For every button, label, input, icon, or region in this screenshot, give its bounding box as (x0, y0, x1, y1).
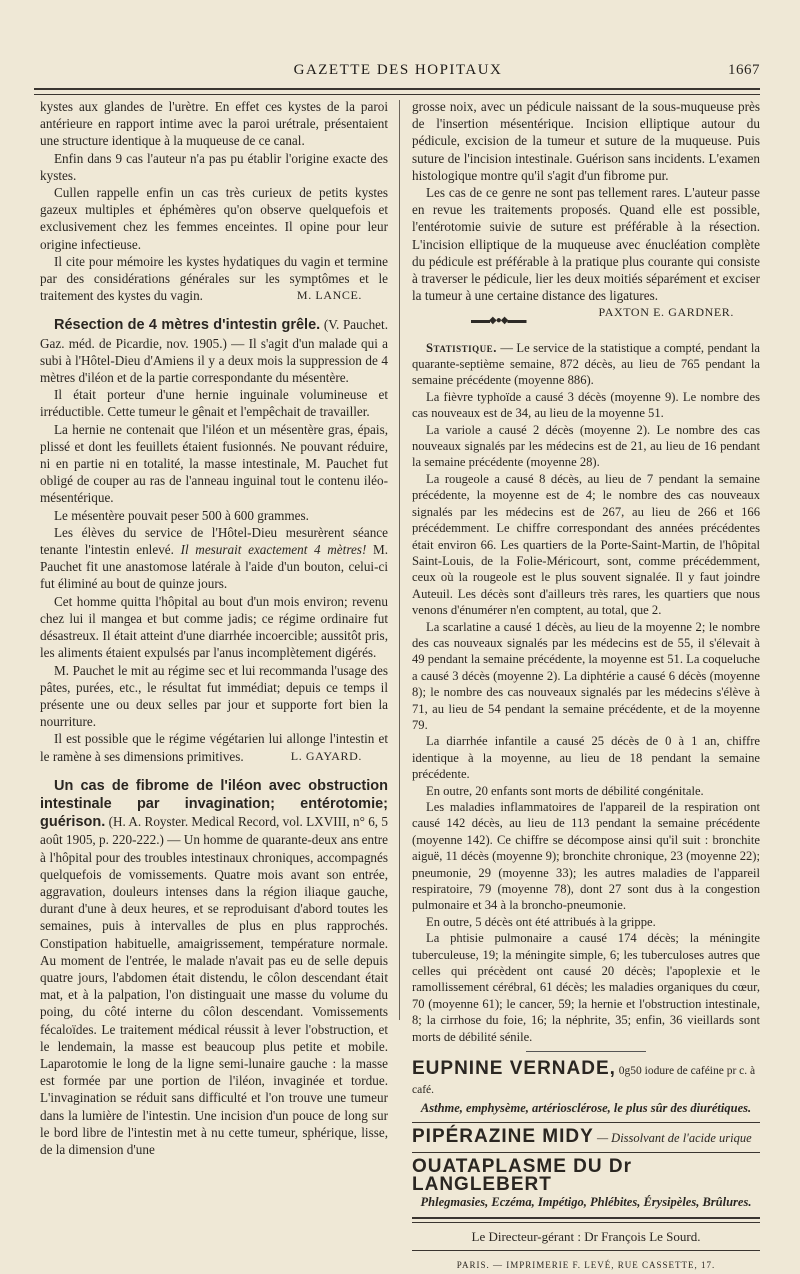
ad-product-name: EUPNINE VERNADE, (412, 1058, 616, 1080)
paragraph (40, 524, 388, 593)
advertisement-piperazine (412, 1125, 760, 1147)
advertisement-eupnine (412, 1060, 760, 1117)
page-number: 1667 (728, 62, 760, 78)
paragraph-text: Les cas de ce genre ne sont pas tellement rares. L'auteur passe en revue les traitements proposés. Quand elle est possible, l'entérotomie suivie de suture est préférable à la résection. L'incision elliptique de la muqueuse avec énucléation complète du pédicule est préférable à la pratique plus courante qui consiste à traverser le pédicule, lier les deux moitiés séparément et exciser la tumeur à une certaine distance des ligatures. (412, 185, 760, 304)
spacer (40, 765, 388, 777)
paragraph: Cullen rappelle enfin un cas très curieux de petits kystes gazeux multiples et éphémères qu'on observe quelquefois et exclusivement chez les femmes enceintes. Il opine pour leur origine infectieuse. (40, 185, 388, 252)
article-reference: (H. A. Royster. Medical Record, vol. LXVIII, n° 6, 5 août 1905, p. 220-222.) — Un homme de quarante-deux ans entre à l'hôpital pour des troubles intestinaux chroniques, accompagnés quelquefois de vomissements. Quatre mois avant son entrée, aggravation, douleurs intenses dans la région iliaque gauche, durant d'une à deux heures, et se reproduisant d'abord toutes les semaines, puis à intervalles de plus en plus rapprochés. Constipation habituelle, amaigrissement, température normale. Au moment de l'entrée, le malade n'avait pas eu de selle depuis quatre jours, l'abdomen était distendu, le côlon descendant était mat, et à la palpation, l'on distinguait une masse du volume du poing, du côté interne du côlon descendant. Vomissements fécaloïdes. Le traitement médical réussit à lever l'obstruction, et le lendemain, la masse est beaucoup plus petite et mobile. Laparotomie le long de la ligne semi-lunaire gauche : la masse est formée par une portion de l'iléon, invaginée et tordue. L'invagination se réduit sans difficulté et l'on trouve une tumeur dans la lumière de l'intestin. Une incision d'un pouce de long sur le bord libre de l'intestin met à nu cette tumeur, sphérique, lisse, de la dimension d'une (40, 814, 388, 1157)
paragraph (40, 253, 388, 305)
ad-headline (412, 1060, 760, 1099)
divider (412, 1152, 760, 1153)
paragraph: Le mésentère pouvait peser 500 à 600 grammes. (54, 507, 309, 523)
author-signature: PAXTON E. GARDNER. (598, 305, 734, 320)
director-line: Le Directeur-gérant : Dr François Le Sourd. (471, 1228, 701, 1244)
ad-description: — Dissolvant de l'acide urique (593, 1130, 752, 1145)
paragraph: En outre, 20 enfants sont morts de débilité congénitale. (426, 783, 704, 798)
paragraph-text: — Le service de la statistique a compté, pendant la quarante-septième semaine, 872 décès, au lieu de 765 pendant la semaine précédente (moyenne 886). (412, 340, 760, 388)
paragraph: Enfin dans 9 cas l'auteur n'a pas pu établir l'origine exacte des kystes. (40, 150, 388, 183)
paragraph: En outre, 5 décès ont été attribués à la grippe. (426, 914, 656, 929)
paragraph: M. Pauchet le mit au régime sec et lui recommanda l'usage des pâtes, purées, etc., le résultat fut immédiat; depuis ce temps il présente une ou deux selles par jour et supporte fort bien la nourriture. (40, 662, 388, 730)
article-reference: (V. Pauchet. Gaz. méd. de Picardie, nov. 1905.) — Il s'agit d'un malade qui a subi à l'Hôtel-Dieu d'Amiens il y a deux mois la suppression de 4 mètres d'iléon et de la partie correspondante du mésentère. (40, 317, 388, 386)
paragraph: grosse noix, avec un pédicule naissant de la sous-muqueuse près de l'insertion mésentérique. Incision elliptique autour du pédicule, excision de la tumeur et suture de la muqueuse. Puis suture de l'incision intestinale. Guérison sans incidents. L'examen histologique montre qu'il s'agit d'un fibrome pur. (412, 99, 760, 183)
header-rule (34, 88, 760, 95)
ad-product-name: PIPÉRAZINE MIDY (412, 1125, 594, 1147)
article-intro (40, 316, 388, 386)
paragraph-text: M. Pauchet fit une anastomose latérale à l'aide d'un bouton, celui-ci fut éliminé au bout de quinze jours. (40, 542, 389, 592)
divider (526, 1051, 646, 1052)
section-heading: Statistique. (426, 340, 497, 355)
article-title: Un cas de fibrome de l'iléon avec obstruction intestinale par invagination; entérotomie; guérison. (40, 777, 388, 831)
paragraph (40, 730, 388, 764)
paragraph: La fièvre typhoïde a causé 3 décès (moyenne 9). Le nombre des cas nouveaux est de 34, au lieu de la moyenne 51. (412, 389, 760, 421)
spacer (40, 304, 388, 316)
right-column (412, 98, 760, 1274)
paragraph: La scarlatine a causé 1 décès, au lieu de la moyenne 2; le nombre des cas nouveaux signalés par les médecins est de 55, il s'élevait à 49 pendant la semaine précédente, la moyenne est 51. La coqueluche a causé 3 décès (moyenne 2). La diphtérie a causé 6 décès (moyenne 8); le nombre des cas nouveaux signalés par les médecins s'élève à 71, au lieu de 54 pendant la semaine précédente, et de la moyenne 79. (412, 619, 760, 732)
paragraph-text: Il cite pour mémoire les kystes hydatiques du vagin et termine par des considérations générales sur les symptômes et le traitement des kystes du vagin. (40, 253, 388, 304)
paragraph (412, 184, 760, 320)
article-title: Résection de 4 mètres d'intestin grêle. (54, 317, 321, 334)
printer-line: PARIS. — IMPRIMERIE F. LEVÉ, RUE CASSETTE, 17. (456, 1259, 716, 1270)
statistics-section (412, 340, 760, 1045)
left-column (40, 98, 388, 1158)
column-separator (399, 100, 400, 1020)
paragraph-text: Il est possible que le régime végétarien lui allonge l'intestin et le ramène à ses dimensions primitives. (40, 731, 388, 764)
paragraph: La phtisie pulmonaire a causé 174 décès; la méningite tuberculeuse, 19; la méningite simple, 6; les tuberculoses autres que celles qui précèdent ont causé 20 décès; l'apoplexie et le ramollissement cérébral, 61 décès; les maladies organiques du cœur, 70 (moyenne 61); le cancer, 59; la hernie et l'obstruction intestinale, 8; la cirrhose du foie, 16; la néphrite, 35; enfin, 36 vieillards sont morts de débilité sénile. (412, 931, 760, 1044)
ad-headline (412, 1125, 760, 1147)
emphasis-text: Il mesurait exactement 4 mètres! (180, 542, 367, 558)
paragraph: La rougeole a causé 8 décès, au lieu de 7 pendant la semaine précédente, la moyenne est de 4; le nombre des cas nouveaux signalés par les médecins est de 267, au lieu de 266 et 166 précédemment. Le chiffre correspondant des années précédentes était environ 66. Les quartiers de la Porte-Saint-Martin, de l'hôpital Saint-Louis, de la Folie-Méricourt, sont, comme précédemment, ceux où la rougeole est le plus souvent signalée. Il y faut joindre Auteuil. Les décès sont d'ailleurs très rares, les quartiers que nous venons d'énumérer n'en comptent, au total, que 2. (412, 471, 760, 618)
paragraph: La variole a causé 2 décès (moyenne 2). Le nombre des cas nouveaux signalés par les médecins est de 21, au lieu de 16 pendant la semaine précédente (moyenne 28). (412, 422, 760, 470)
journal-title: GAZETTE DES HOPITAUX (293, 62, 503, 78)
section-ornament: ▬▬◆●◆▬▬ (471, 315, 526, 327)
paragraph-text: Les élèves du service de l'Hôtel-Dieu mesurèrent séance tenante l'intestin enlevé. (40, 524, 388, 558)
statistics-intro (412, 340, 760, 389)
ad-product-name: OUATAPLASME DU Dr LANGLEBERT (412, 1155, 633, 1196)
divider (412, 1250, 760, 1251)
ad-headline (412, 1155, 760, 1196)
ad-description: 0g50 iodure de caféine pr c. à café. (412, 1065, 756, 1097)
page-header (36, 62, 760, 84)
divider (412, 1217, 760, 1223)
author-signature: M. LANCE. (296, 288, 362, 303)
paragraph: La hernie ne contenait que l'iléon et un mésentère gras, épais, plissé et dont les feuillets étaient fusionnés. Ne pouvant réduire, ni en partie ni en totalité, la masse intestinale, M. Pauchet fut obligé de couper au ras de l'anneau inguinal tout le contenu iléo-mésentérique. (40, 421, 388, 506)
ad-subtitle: Asthme, emphysème, artériosclérose, le plus sûr des diurétiques. (420, 1100, 752, 1115)
paragraph: Les maladies inflammatoires de l'appareil de la respiration ont causé 142 décès, au lieu de 113 pendant la semaine précédente (moyenne 142). Ce chiffre se décompose ainsi qu'il suit : bronchite aiguë, 11 décès (moyenne 9); bronchite chronique, 23 (moyenne 22); pneumonie, 29 (moyenne 33); les autres maladies de l'appareil respiratoire, 79 (moyenne 78), dont 27 sont dus à la congestion pulmonaire et 34 à la broncho-pneumonie. (412, 800, 760, 913)
paragraph: Cet homme quitta l'hôpital au bout d'un mois environ; revenu chez lui il mangea et but comme jadis; ce régime ordinaire fut désastreux. Il était atteint d'une diarrhée incoercible; aussitôt pris, les aliments étaient expulsés par l'anus incomplètement digérés. (40, 593, 388, 661)
author-signature: L. GAYARD. (290, 748, 362, 763)
paragraph: Il était porteur d'une hernie inguinale volumineuse et irréductible. Cette tumeur le gênait et l'empêchait de travailler. (40, 387, 388, 420)
divider (412, 1122, 760, 1123)
paragraph: La diarrhée infantile a causé 25 décès de 0 à 1 an, chiffre identique à la moyenne, au lieu de 18 pendant la semaine précédente. (412, 734, 760, 782)
advertisement-ouataplasme (412, 1155, 760, 1212)
paragraph: kystes aux glandes de l'urètre. En effet ces kystes de la paroi antérieure en rapport intime avec la paroi urétrale, présentaient une structure identique à la muqueuse de ce canal. (40, 99, 388, 149)
article-intro (40, 777, 388, 1158)
ad-subtitle: Phlegmasies, Eczéma, Impétigo, Phlébites, Érysipèles, Brûlures. (420, 1195, 752, 1210)
